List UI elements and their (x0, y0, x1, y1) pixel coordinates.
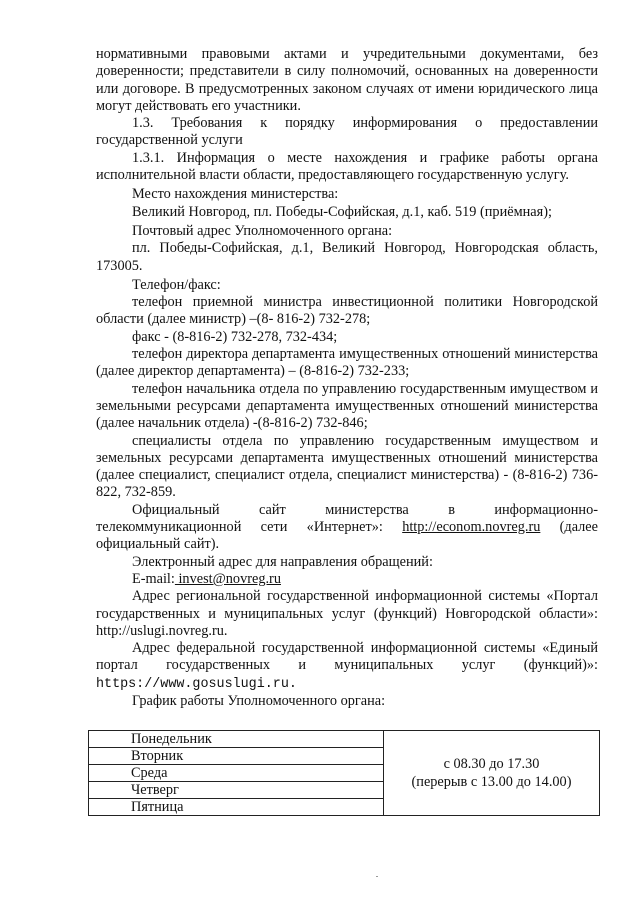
email-link[interactable]: invest@novreg.ru (174, 570, 281, 587)
email-line (96, 571, 598, 588)
scan-speck (376, 876, 378, 877)
schedule-day: Понедельник (89, 731, 384, 748)
schedule-table (88, 730, 600, 816)
phone-minister: телефон приемной министра инвестиционной политики Новгородской области (далее министр) –(8- 816-2) 732-278; (96, 294, 598, 328)
schedule-day: Четверг (89, 782, 384, 799)
phone-label: Телефон/факс: (132, 276, 221, 293)
website-link[interactable]: http://econom.novreg.ru (402, 519, 541, 536)
email-prefix: E-mail: (132, 570, 175, 587)
schedule-day: Среда (89, 765, 384, 782)
phone-specialists: специалисты отдела по управлению государственным имуществом и земельных ресурсами департамента имущественных отношений министерства (далее специалист, специалист отдела, специалист министерства) - (8-816-2) 736-822, 732-859. (96, 432, 598, 501)
website-text-after: (далее официальный сайт). (96, 519, 598, 553)
federal-portal-paragraph (96, 640, 598, 693)
schedule-hours-cell (384, 731, 600, 816)
regional-portal-paragraph: Адрес региональной государственной информационной системы «Портал государственных и муниципальных услуг (функций) Новгородской области»: http://uslugi.novreg.ru. (96, 588, 598, 639)
location-label: Место нахождения министерства: (132, 186, 339, 203)
schedule-row (89, 731, 600, 748)
fax-line: факс - (8-816-2) 732-278, 732-434; (132, 328, 338, 345)
schedule-hours: с 08.30 до 17.30 (443, 756, 540, 772)
postal-value: пл. Победы-Софийская, д.1, Великий Новгород, Новгородская область, 173005. (96, 240, 598, 274)
schedule-day: Пятница (89, 799, 384, 816)
federal-portal-text: Адрес федеральной государственной информационной системы «Единый портал государственных и муниципальных услуг (функций)»: (96, 640, 598, 674)
website-paragraph (96, 502, 598, 554)
email-label: Электронный адрес для направления обращений: (132, 553, 433, 570)
website-text: Официальный сайт министерства в информационно-телекоммуникационной сети «Интернет»: (96, 501, 598, 536)
paragraph-intro: нормативными правовыми актами и учредительными документами, без доверенности; представители в силу полномочий, основанных на доверенности или договоре. В предусмотренных законом случаях от имени юридического лица могут действовать его участники. (96, 46, 598, 114)
document-body (96, 46, 598, 710)
phone-director: телефон директора департамента имущественных отношений министерства (далее директор департамента) – (8-816-2) 732-233; (96, 346, 598, 380)
phone-department-head: телефон начальника отдела по управлению государственным имуществом и земельными ресурсами департамента имущественных отношений министерства (далее начальник отдела) -(8-816-2) 732-846; (96, 380, 598, 432)
schedule-label: График работы Уполномоченного органа: (132, 692, 386, 709)
section-1-3-1-heading: 1.3.1. Информация о месте нахождения и графике работы органа исполнительной власти области, предоставляющего государственную услугу. (96, 149, 598, 184)
schedule-day: Вторник (89, 748, 384, 765)
location-value: Великий Новгород, пл. Победы-Софийская, д.1, каб. 519 (приёмная); (132, 203, 552, 220)
section-1-3-heading: 1.3. Требования к порядку информирования о предоставлении государственной услуги (96, 115, 598, 149)
federal-portal-url: https://www.gosuslugi.ru. (96, 676, 297, 692)
schedule-break: (перерыв с 13.00 до 14.00) (411, 774, 572, 790)
postal-label: Почтовый адрес Уполномоченного органа: (132, 222, 393, 239)
